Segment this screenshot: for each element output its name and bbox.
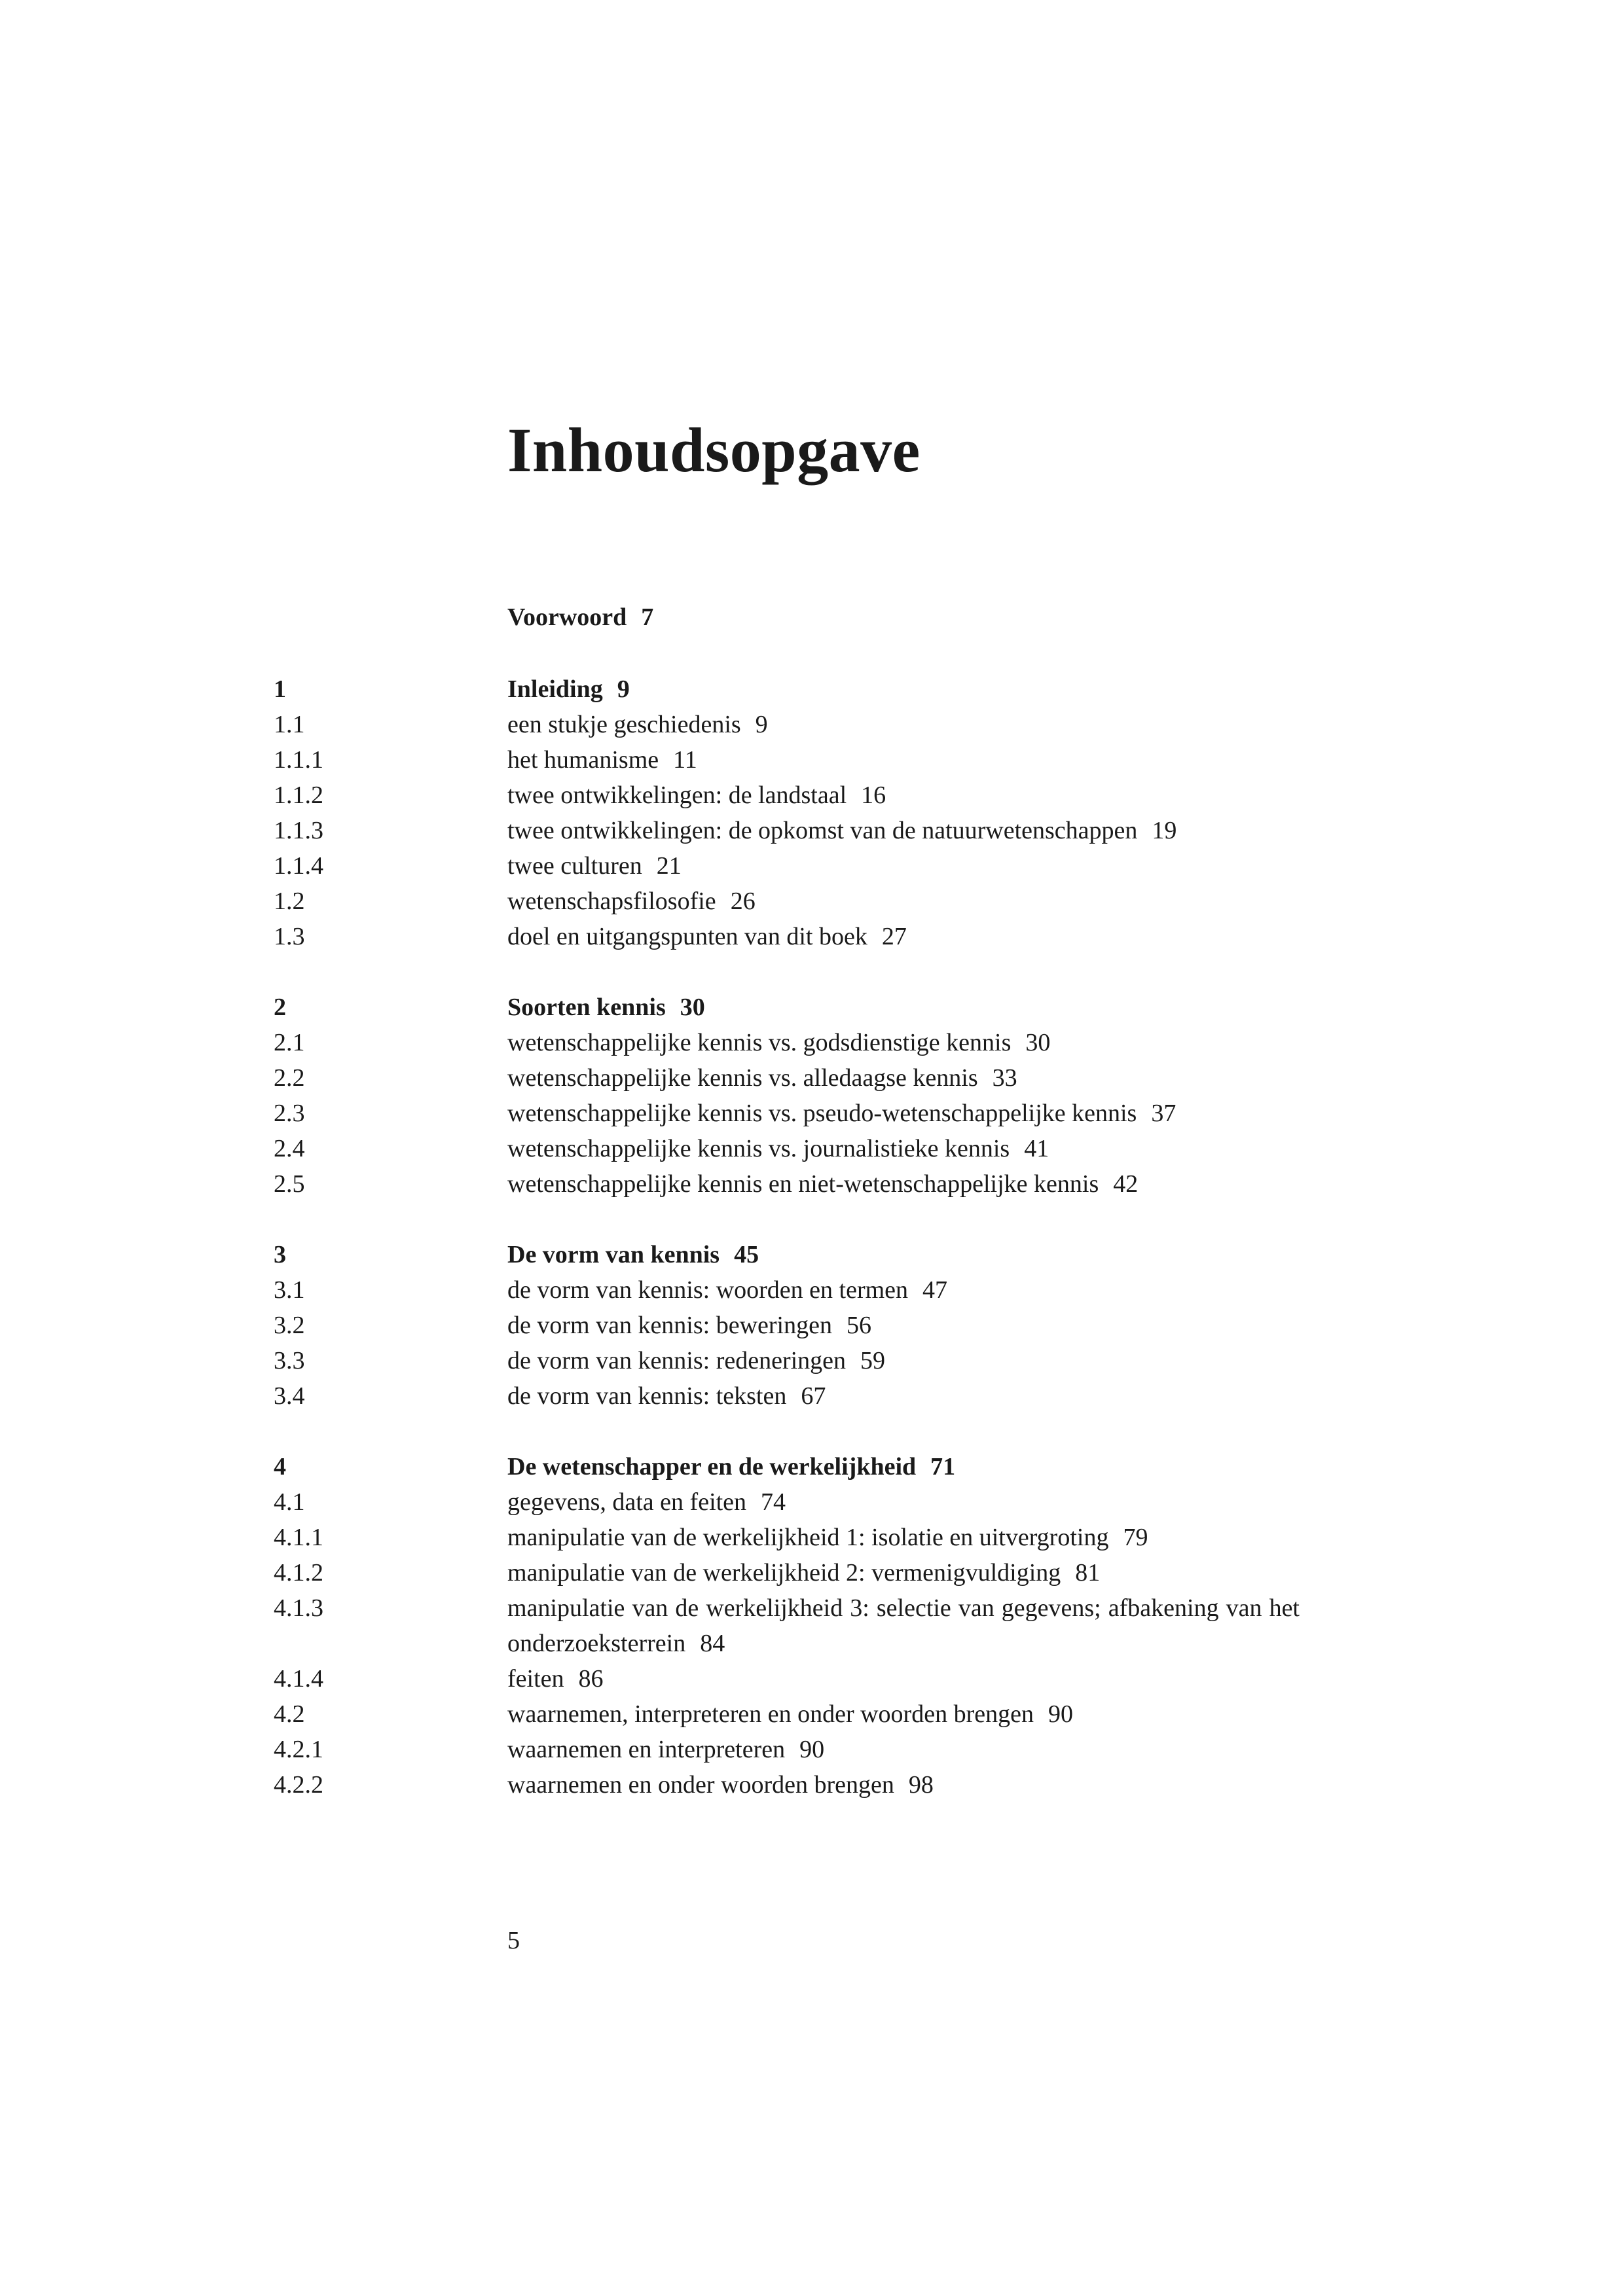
toc-entry-page: 27	[881, 923, 907, 950]
toc-entry[interactable]	[0, 1272, 1623, 1308]
toc-entry-number: 4.1.2	[274, 1559, 323, 1587]
toc-entry-number: 3.2	[274, 1312, 305, 1339]
toc-entry-page: 9	[755, 711, 768, 738]
toc-entry[interactable]	[0, 1343, 1623, 1378]
toc-entry-number: 3.3	[274, 1347, 305, 1374]
toc-entry-number: 1.2	[274, 888, 305, 915]
toc-entry[interactable]	[0, 1696, 1623, 1732]
toc-entry-number: 3	[274, 1241, 286, 1268]
toc-entry-page: 86	[578, 1665, 604, 1693]
toc-entry[interactable]	[0, 813, 1623, 848]
toc-entry[interactable]	[0, 778, 1623, 813]
toc-entry-number: 1.1.4	[274, 852, 323, 880]
toc-entry-page: 30	[1025, 1029, 1051, 1056]
toc-entry-title: De vorm van kennis	[507, 1241, 720, 1268]
toc-entry-title: De wetenschapper en de werkelijkheid	[507, 1453, 917, 1480]
toc-entry-page: 56	[846, 1312, 871, 1339]
toc-entry-title: wetenschappelijke kennis vs. pseudo-wetenschappelijke kennis	[507, 1100, 1137, 1127]
toc-entry-page: 79	[1123, 1524, 1148, 1551]
toc-entry-title: manipulatie van de werkelijkheid 1: isolatie en uitvergroting	[507, 1524, 1109, 1551]
toc-entry-title: het humanisme	[507, 746, 659, 774]
toc-chapter-4[interactable]	[0, 1449, 1623, 1484]
toc-entry-number: 1.1.1	[274, 746, 323, 774]
toc-entry-title: de vorm van kennis: redeneringen	[507, 1347, 847, 1374]
toc-entry-page: 90	[799, 1736, 825, 1763]
toc-entry-page: 9	[617, 675, 630, 703]
toc-entry-page: 71	[930, 1453, 956, 1480]
toc-entry[interactable]	[0, 742, 1623, 778]
toc-entry[interactable]	[0, 848, 1623, 884]
toc-entry[interactable]	[0, 1484, 1623, 1520]
toc-entry[interactable]	[0, 884, 1623, 919]
toc-entry[interactable]	[0, 1520, 1623, 1555]
toc-entry-title: de vorm van kennis: teksten	[507, 1382, 787, 1410]
toc-entry-page: 98	[908, 1771, 934, 1799]
toc-entry-title: de vorm van kennis: woorden en termen	[507, 1276, 909, 1304]
toc-entry-title: Voorwoord	[507, 603, 627, 631]
toc-entry-title: gegevens, data en feiten	[507, 1488, 747, 1516]
toc-entry-number: 2.3	[274, 1100, 305, 1127]
toc-entry-number: 4.2.2	[274, 1771, 323, 1799]
toc-entry-title: twee ontwikkelingen: de landstaal	[507, 781, 847, 809]
toc-chapter-3[interactable]	[0, 1237, 1623, 1272]
toc-entry[interactable]	[0, 1131, 1623, 1166]
toc-entry-page: 19	[1152, 817, 1177, 844]
toc-entry-title: wetenschappelijke kennis vs. journalistieke kennis	[507, 1135, 1010, 1162]
toc-chapter-1[interactable]	[0, 672, 1623, 707]
page-title: Inhoudsopgave	[507, 415, 921, 485]
toc-chapter-2[interactable]	[0, 990, 1623, 1025]
toc-entry[interactable]	[0, 1096, 1623, 1131]
toc-entry-page: 90	[1048, 1700, 1073, 1728]
toc-entry-title: wetenschappelijke kennis en niet-wetenschappelijke kennis	[507, 1170, 1099, 1198]
toc-entry-number: 2.5	[274, 1170, 305, 1198]
toc-entry-page: 33	[992, 1064, 1017, 1092]
toc-entry-page: 7	[641, 603, 654, 631]
toc-entry-number: 4.2.1	[274, 1736, 323, 1763]
toc-entry-page: 26	[730, 888, 756, 915]
toc-entry-number: 1	[274, 675, 286, 703]
toc-entry-title: Soorten kennis	[507, 994, 666, 1021]
toc-entry-title: wetenschappelijke kennis vs. alledaagse kennis	[507, 1064, 978, 1092]
toc-entry-page: 16	[861, 781, 886, 809]
toc-entry-title: feiten	[507, 1665, 564, 1693]
toc-entry-number: 1.3	[274, 923, 305, 950]
toc-entry-title: manipulatie van de werkelijkheid 3: selectie van gegevens; afbakening van het onderzoeksterrein	[507, 1594, 1300, 1657]
toc-entry-title: een stukje geschiedenis	[507, 711, 741, 738]
toc-entry-page: 11	[673, 746, 697, 774]
toc-entry-number: 4.1.3	[274, 1594, 323, 1622]
toc-entry[interactable]	[0, 1025, 1623, 1060]
toc-entry-page: 84	[700, 1630, 725, 1657]
toc-entry-number: 2	[274, 994, 286, 1021]
toc-entry-page: 21	[656, 852, 682, 880]
toc-entry-page: 30	[680, 994, 705, 1021]
toc-entry[interactable]	[0, 1767, 1623, 1803]
toc-entry-title: twee ontwikkelingen: de opkomst van de natuurwetenschappen	[507, 817, 1138, 844]
toc-entry-number: 2.1	[274, 1029, 305, 1056]
toc-entry-number: 4.1.4	[274, 1665, 323, 1693]
toc-entry[interactable]	[0, 1166, 1623, 1202]
toc-entry-title: waarnemen en onder woorden brengen	[507, 1771, 894, 1799]
toc-entry-preface[interactable]	[0, 600, 1623, 635]
toc-entry-page: 42	[1113, 1170, 1139, 1198]
toc-entry[interactable]	[0, 707, 1623, 742]
toc-entry-title: Inleiding	[507, 675, 603, 703]
toc-entry-title: waarnemen en interpreteren	[507, 1736, 786, 1763]
toc-entry-number: 4.2	[274, 1700, 305, 1728]
toc-entry-title: de vorm van kennis: beweringen	[507, 1312, 832, 1339]
toc-entry-page: 45	[734, 1241, 759, 1268]
toc-entry[interactable]	[0, 1060, 1623, 1096]
toc-entry-number: 1.1.3	[274, 817, 323, 844]
toc-entry-number: 2.2	[274, 1064, 305, 1092]
toc-entry-title: doel en uitgangspunten van dit boek	[507, 923, 867, 950]
toc-entry-title: manipulatie van de werkelijkheid 2: vermenigvuldiging	[507, 1559, 1061, 1587]
toc-entry-number: 2.4	[274, 1135, 305, 1162]
toc-entry-page: 41	[1024, 1135, 1049, 1162]
toc-entry-page: 74	[761, 1488, 786, 1516]
toc-entry-page: 67	[801, 1382, 826, 1410]
toc-entry-page: 47	[922, 1276, 948, 1304]
toc-entry-title: wetenschapsfilosofie	[507, 888, 716, 915]
toc-entry[interactable]	[0, 1732, 1623, 1767]
toc-entry[interactable]	[0, 1378, 1623, 1414]
toc-entry[interactable]	[0, 1555, 1623, 1590]
toc-entry-page: 59	[860, 1347, 886, 1374]
toc-entry[interactable]	[0, 919, 1623, 954]
toc-entry-page: 37	[1151, 1100, 1176, 1127]
toc-entry[interactable]	[0, 1308, 1623, 1343]
page-number: 5	[507, 1927, 520, 1954]
toc-entry-number: 1.1	[274, 711, 305, 738]
toc-entry-number: 4.1	[274, 1488, 305, 1516]
toc-entry[interactable]	[0, 1661, 1623, 1696]
toc-entry-number: 3.4	[274, 1382, 305, 1410]
toc-entry-page: 81	[1075, 1559, 1101, 1587]
toc-entry-title: waarnemen, interpreteren en onder woorden brengen	[507, 1700, 1034, 1728]
toc-entry-number: 4	[274, 1453, 286, 1480]
toc-entry-title: wetenschappelijke kennis vs. godsdienstige kennis	[507, 1029, 1012, 1056]
toc-entry-title: twee culturen	[507, 852, 642, 880]
toc-entry-number: 1.1.2	[274, 781, 323, 809]
toc-entry-number: 4.1.1	[274, 1524, 323, 1551]
toc-entry-number: 3.1	[274, 1276, 305, 1304]
toc-entry[interactable]	[0, 1590, 1623, 1661]
